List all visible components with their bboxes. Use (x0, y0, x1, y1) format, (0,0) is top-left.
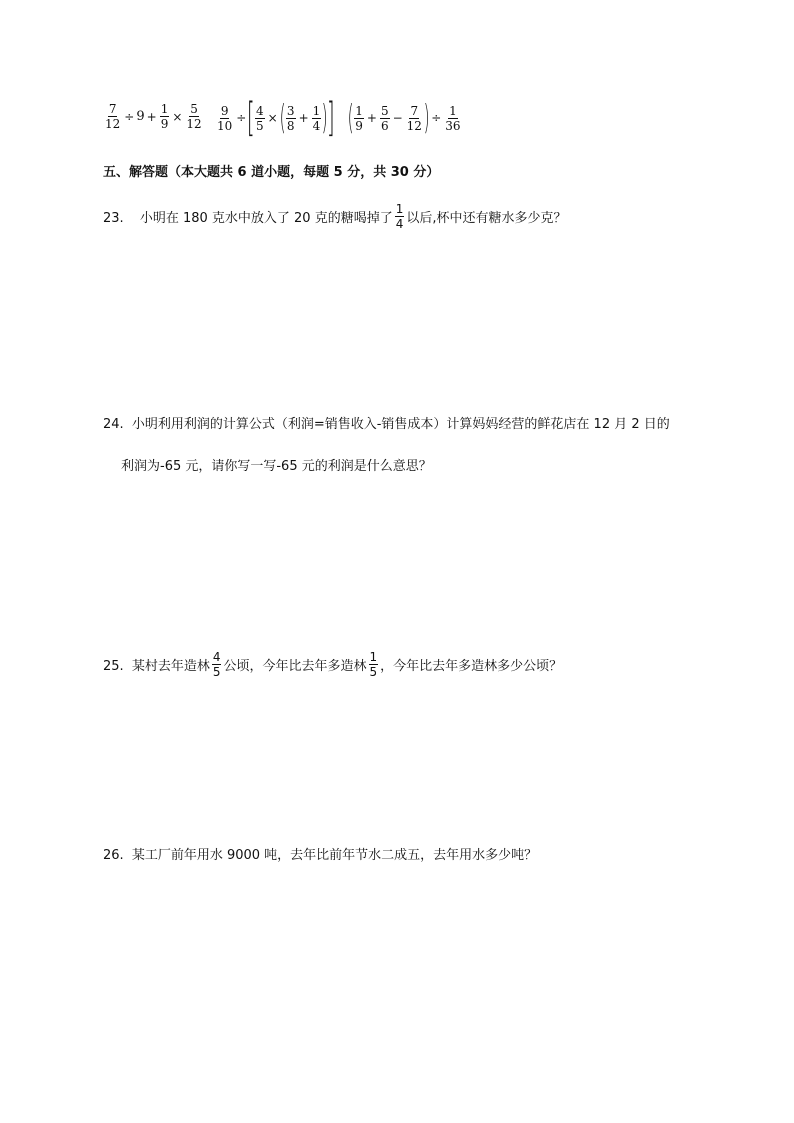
question-number: 24. (103, 417, 124, 432)
question-25: 25. 某村去年造林 $\frac{4}{5}$ 公顷，今年比去年多造林 $\frac{1}{5}$ ，今年比去年多造林多少公顷？ (103, 650, 563, 679)
question-24: 24. 小明利用利润的计算公式（利润=销售收入-销售成本）计算妈妈经营的鲜花店在 12 月 2 日的 (103, 417, 670, 432)
expression-3: ( $\frac{1}{9}$ + $\frac{5}{6}$ − $\frac{7}{12}$ ) ÷ $\frac{1}{36}$ (347, 98, 461, 138)
fraction: $\frac{1}{9}$ (160, 102, 169, 131)
fraction: $\frac{1}{9}$ (355, 103, 363, 133)
fraction: $\frac{7}{12}$ (105, 102, 121, 131)
fraction: $\frac{1}{4}$ (395, 202, 404, 231)
left-bracket: [ (247, 95, 256, 141)
right-paren: ) (423, 98, 430, 138)
question-number: 23. (103, 211, 124, 226)
question-number: 26. (103, 848, 124, 863)
fraction: $\frac{4}{5}$ (212, 650, 221, 679)
right-paren: ) (321, 98, 328, 138)
fraction: $\frac{9}{10}$ (217, 103, 233, 133)
fraction: $\frac{5}{6}$ (380, 103, 389, 133)
fraction: $\frac{1}{36}$ (445, 103, 461, 133)
fraction: $\frac{3}{8}$ (286, 103, 295, 133)
left-paren: ( (279, 98, 286, 138)
fraction: $\frac{1}{4}$ (312, 103, 321, 133)
right-bracket: ] (326, 95, 335, 141)
question-24-line-2: 利润为-65 元，请你写一写-65 元的利润是什么意思？ (121, 459, 432, 474)
fraction: $\frac{5}{12}$ (186, 102, 202, 131)
question-26: 26. 某工厂前年用水 9000 吨，去年比前年节水二成五，去年用水多少吨？ (103, 848, 538, 863)
question-number: 25. (103, 659, 124, 674)
question-23: 23. 小明在 180 克水中放入了 20 克的糖喝掉了 $\frac{1}{4}$ 以后,杯中还有糖水多少克？ (103, 202, 567, 231)
expression-2: $\frac{9}{10}$ ÷ [ $\frac{4}{5}$ × ( $\frac{3}{8}$ + $\frac{1}{4}$ ) ] (217, 95, 335, 141)
left-paren: ( (347, 98, 354, 138)
expression-1: $\frac{7}{12}$ ÷ 9 + $\frac{1}{9}$ × $\frac{5}{12}$ (105, 102, 202, 131)
fraction: $\frac{1}{5}$ (369, 650, 378, 679)
fraction: $\frac{7}{12}$ (406, 103, 422, 133)
fraction: $\frac{4}{5}$ (255, 103, 264, 133)
section-heading: 五、解答题（本大题共 6 道小题，每题 5 分，共 30 分） (103, 165, 440, 180)
